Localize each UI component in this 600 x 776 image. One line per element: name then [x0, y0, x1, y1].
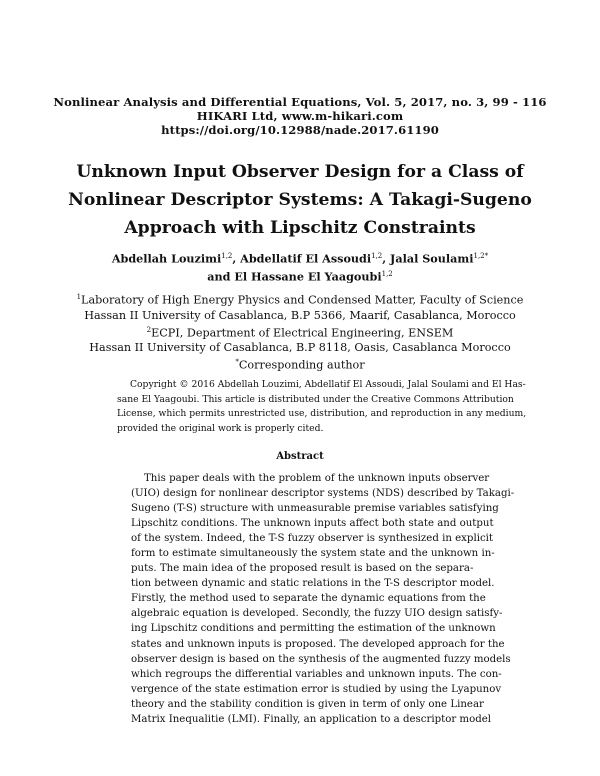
affiliation-text: Laboratory of High Energy Physics and Condensed Matter, Faculty of Science	[81, 293, 524, 307]
abstract-line: of the system. Indeed, the T-S fuzzy observer is synthesized in explicit	[131, 533, 494, 545]
affiliation-mark: 2	[146, 325, 152, 334]
abstract-line: form to estimate simultaneously the system state and the unknown in-	[131, 548, 495, 560]
abstract-line: Sugeno (T-S) structure with unmeasurable premise variables satisfying	[131, 503, 499, 515]
abstract-line: Matrix Inequalitie (LMI). Finally, an application to a descriptor model	[131, 713, 492, 725]
affiliation-line	[0, 355, 600, 373]
author-name: El Hassane El Yaagoubi	[234, 269, 382, 284]
journal-header	[0, 95, 600, 137]
affiliation-mark: *	[235, 358, 239, 367]
abstract-line: This paper deals with the problem of the unknown inputs observer	[144, 473, 490, 484]
paper-title	[0, 158, 600, 242]
copyright-line: License, which permits unrestricted use, distribution, and reproduction in any medium,	[117, 408, 527, 420]
copyright-line: sane El Yaagoubi. This article is distributed under the Creative Commons Attribution	[117, 393, 514, 405]
affiliation-line	[0, 308, 600, 323]
author-separator: ,	[232, 251, 241, 266]
affiliation-line	[0, 323, 600, 341]
affiliation-text: ECPI, Department of Electrical Engineering, ENSEM	[151, 326, 454, 340]
abstract-line: ing Lipschitz conditions and permitting the estimation of the unknown	[131, 623, 496, 635]
affiliation-line	[0, 290, 600, 308]
author-separator: ,	[382, 251, 391, 266]
affiliation-text: Corresponding author	[238, 359, 365, 373]
affiliation-text: Hassan II University of Casablanca, B.P 8118, Oasis, Casablanca Morocco	[89, 341, 511, 355]
abstract-line: tion between dynamic and static relations in the T-S descriptor model.	[131, 578, 495, 590]
title-line: Unknown Input Observer Design for a Class of	[76, 162, 524, 182]
affiliation-line	[0, 340, 600, 355]
author-name: Abdellah Louzimi	[111, 251, 222, 266]
title-line: Nonlinear Descriptor Systems: A Takagi-Sugeno	[68, 190, 532, 210]
author-affiliation-mark: 1,2	[381, 269, 393, 278]
abstract-body	[131, 471, 515, 727]
abstract-line: observer design is based on the synthesis of the augmented fuzzy models	[131, 653, 511, 665]
abstract-line: Firstly, the method used to separate the dynamic equations from the	[131, 593, 486, 605]
author-affiliation-mark: 1,2	[371, 252, 383, 260]
journal-citation: Nonlinear Analysis and Differential Equations, Vol. 5, 2017, no. 3, 99 - 116	[53, 95, 547, 109]
affiliation-mark: 1	[76, 293, 82, 301]
copyright-line: provided the original work is properly cited.	[117, 423, 324, 435]
abstract-line: theory and the stability condition is given in term of only one Linear	[131, 698, 484, 710]
abstract-line: (UIO) design for nonlinear descriptor systems (NDS) described by Takagi-	[131, 488, 515, 500]
affiliations	[0, 290, 600, 373]
abstract-line: vergence of the state estimation error is studied by using the Lyapunov	[131, 683, 502, 695]
journal-publisher: HIKARI Ltd, www.m-hikari.com	[196, 109, 404, 123]
journal-doi[interactable]: https://doi.org/10.12988/nade.2017.61190	[161, 123, 439, 137]
abstract-line: Lipschitz conditions. The unknown inputs affect both state and output	[131, 518, 494, 530]
abstract-line: states and unknown inputs is proposed. The developed approach for the	[131, 638, 505, 650]
author-affiliation-mark: 1,2	[221, 252, 233, 260]
author-list	[0, 249, 600, 284]
abstract-line: algebraic equation is developed. Secondly, the fuzzy UIO design satisfy-	[131, 608, 503, 620]
abstract-heading: Abstract	[276, 451, 324, 462]
affiliation-text: Hassan II University of Casablanca, B.P 5366, Maarif, Casablanca, Morocco	[84, 308, 516, 322]
author-affiliation-mark: 1,2*	[473, 252, 489, 260]
author-and: and	[207, 269, 235, 284]
abstract-line: which regroups the differential variables and unknown inputs. The con-	[131, 668, 502, 680]
author-name: Abdellatif El Assoudi	[240, 251, 372, 266]
copyright-line: Copyright © 2016 Abdellah Louzimi, Abdellatif El Assoudi, Jalal Soulami and El Has-	[130, 379, 526, 390]
title-line: Approach with Lipschitz Constraints	[124, 218, 476, 238]
author-name: Jalal Soulami	[390, 251, 474, 266]
abstract-line: puts. The main idea of the proposed result is based on the separa-	[131, 563, 474, 575]
copyright-notice	[117, 378, 527, 437]
